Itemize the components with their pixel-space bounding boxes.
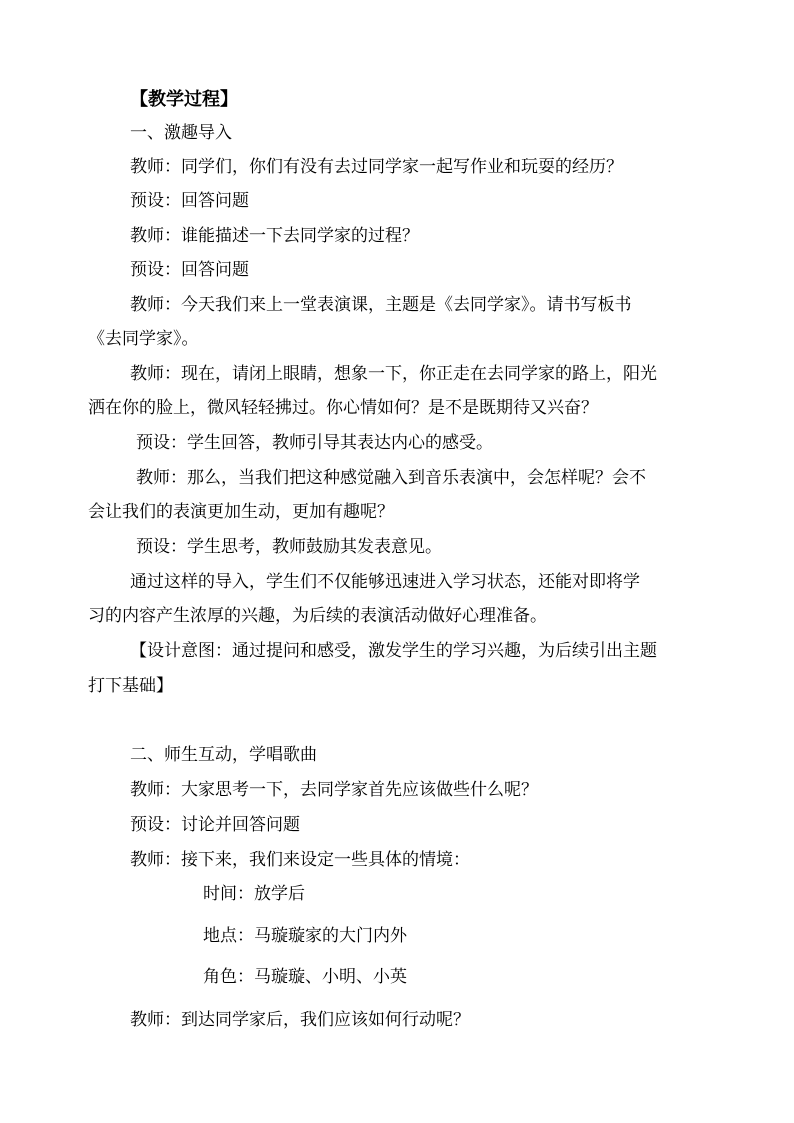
paragraph: 教师：同学们，你们有没有去过同学家一起写作业和玩耍的经历？ — [130, 157, 623, 177]
paragraph: 洒在你的脸上，微风轻轻拂过。你心情如何？是不是既期待又兴奋？ — [88, 398, 598, 418]
paragraph: 通过这样的导入，学生们不仅能够迅速进入学习状态，还能对即将学 — [130, 572, 640, 592]
paragraph: 预设：回答问题 — [130, 260, 249, 280]
scene-place: 地点：马璇璇家的大门内外 — [203, 926, 407, 946]
paragraph: 会让我们的表演更加生动，更加有趣呢？ — [88, 502, 394, 522]
section-1-title: 一、激趣导入 — [130, 123, 232, 143]
design-intent: 打下基础】 — [88, 676, 173, 696]
paragraph: 《去同学家》。 — [88, 329, 199, 349]
paragraph: 教师：接下来，我们来设定一些具体的情境： — [130, 850, 470, 870]
paragraph: 教师：到达同学家后，我们应该如何行动呢？ — [130, 1010, 470, 1030]
section-2-title: 二、师生互动，学唱歌曲 — [130, 745, 317, 765]
paragraph: 习的内容产生浓厚的兴趣，为后续的表演活动做好心理准备。 — [88, 606, 547, 626]
paragraph: 教师：现在，请闭上眼睛，想象一下，你正走在去同学家的路上，阳光 — [130, 364, 657, 384]
scene-time: 时间：放学后 — [203, 884, 305, 904]
paragraph: 教师：大家思考一下，去同学家首先应该做些什么呢？ — [130, 780, 538, 800]
scene-roles: 角色：马璇璇、小明、小英 — [203, 967, 407, 987]
paragraph: 预设：回答问题 — [130, 191, 249, 211]
paragraph: 预设：学生思考，教师鼓励其发表意见。 — [136, 537, 442, 557]
design-intent: 【设计意图：通过提问和感受，激发学生的学习兴趣，为后续引出主题 — [130, 641, 657, 661]
paragraph: 教师：谁能描述一下去同学家的过程？ — [130, 226, 419, 246]
paragraph: 预设：学生回答，教师引导其表达内心的感受。 — [136, 433, 493, 453]
paragraph: 教师：那么，当我们把这种感觉融入到音乐表演中，会怎样呢？会不 — [136, 468, 646, 488]
paragraph: 预设：讨论并回答问题 — [130, 815, 300, 835]
section-heading: 【教学过程】 — [130, 89, 238, 110]
paragraph: 教师：今天我们来上一堂表演课，主题是《去同学家》。请书写板书 — [130, 295, 632, 315]
